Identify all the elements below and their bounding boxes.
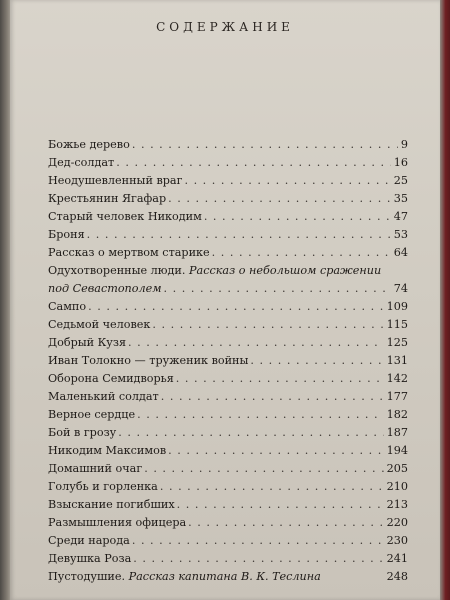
toc-entry[interactable] — [48, 568, 408, 586]
toc-entry-page: 220 — [386, 516, 408, 529]
leader-dots — [116, 154, 391, 172]
toc-entry-title: Божье дерево — [48, 138, 130, 151]
toc-entry-page: 74 — [393, 282, 408, 295]
toc-entry-page: 9 — [400, 138, 408, 151]
toc-entry-page: 115 — [386, 318, 408, 331]
toc-entry[interactable] — [48, 496, 408, 514]
toc-entry[interactable] — [48, 172, 408, 190]
toc-entry[interactable] — [48, 136, 408, 154]
leader-dots — [132, 532, 384, 550]
toc-entry[interactable] — [48, 478, 408, 496]
leader-dots — [161, 388, 384, 406]
toc-entry-page: 213 — [386, 498, 408, 511]
toc-entry-page: 230 — [386, 534, 408, 547]
toc-entry[interactable] — [48, 388, 408, 406]
toc-entry-title: Бой в грозу — [48, 426, 117, 439]
toc-entry-title: Верное сердце — [48, 408, 136, 421]
toc-entry-page: 210 — [386, 480, 408, 493]
leader-dots — [160, 478, 384, 496]
toc-entry[interactable] — [48, 244, 408, 262]
leader-dots — [137, 406, 384, 424]
leader-dots — [184, 172, 390, 190]
toc-entry-line1 — [48, 262, 408, 280]
toc-entry-page: 194 — [386, 444, 408, 457]
toc-entry-title: Оборона Семидворья — [48, 372, 174, 385]
leader-dots — [152, 316, 383, 334]
leader-dots — [168, 190, 391, 208]
toc-entry-title: Рассказ о мертвом старике — [48, 246, 210, 259]
toc-entry-page: 47 — [393, 210, 408, 223]
leader-dots — [177, 496, 384, 514]
toc-entry-title: Крестьянин Ягафар — [48, 192, 167, 205]
leader-dots — [188, 514, 383, 532]
book-cover-edge — [440, 0, 450, 600]
toc-entry[interactable] — [48, 424, 408, 442]
leader-dots — [132, 136, 398, 154]
toc-entry[interactable] — [48, 370, 408, 388]
leader-dots — [212, 244, 391, 262]
toc-entry-title: Одухотворенные люди. — [48, 264, 186, 277]
toc-entry-page: 16 — [393, 156, 408, 169]
toc-entry-page: 125 — [386, 336, 408, 349]
toc-entry[interactable] — [48, 514, 408, 532]
toc-entry-page: 25 — [393, 174, 408, 187]
leader-dots — [176, 370, 384, 388]
leader-dots — [204, 208, 391, 226]
toc-entry[interactable] — [48, 460, 408, 478]
toc-entry-page: 248 — [386, 570, 408, 583]
toc-entry-title: Взыскание погибших — [48, 498, 175, 511]
leader-dots — [168, 442, 384, 460]
toc-entry-title: Девушка Роза — [48, 552, 132, 565]
toc-entry-title: Седьмой человек — [48, 318, 151, 331]
toc-entry-page: 182 — [386, 408, 408, 421]
toc-entry[interactable] — [48, 316, 408, 334]
toc-entry-page: 131 — [386, 354, 408, 367]
toc-entry-title: Иван Толокно — труженик войны — [48, 354, 249, 367]
toc-entry-page: 205 — [386, 462, 408, 475]
toc-entry-page: 64 — [393, 246, 408, 259]
toc-entry-title: Броня — [48, 228, 85, 241]
toc-entry[interactable] — [48, 352, 408, 370]
book-spine-shadow — [0, 0, 10, 600]
toc-entry-page: 142 — [386, 372, 408, 385]
toc-entry-subtitle: Рассказ капитана В. К. Теслина — [128, 570, 321, 583]
toc-entry-title: Добрый Кузя — [48, 336, 127, 349]
toc-entry-title: Пустодушие. — [48, 570, 126, 583]
toc-entry-page: 109 — [386, 300, 408, 313]
toc-entry-page: 241 — [386, 552, 408, 565]
toc-entry[interactable] — [48, 334, 408, 352]
leader-dots — [164, 280, 391, 298]
toc-entry-title: Маленький солдат — [48, 390, 159, 403]
toc-entry[interactable] — [48, 208, 408, 226]
toc-entry-page: 177 — [386, 390, 408, 403]
toc-entry-title: Дед-солдат — [48, 156, 115, 169]
toc-entry[interactable] — [48, 442, 408, 460]
toc-entry-title: Размышления офицера — [48, 516, 187, 529]
toc-entry-title: Старый человек Никодим — [48, 210, 202, 223]
toc-entry-subtitle-cont: под Севастополем — [48, 282, 162, 295]
toc-entry-title: Неодушевленный враг — [48, 174, 183, 187]
toc-entry-subtitle: Рассказ о небольшом сражении — [189, 264, 382, 277]
toc-entry-page: 187 — [386, 426, 408, 439]
leader-dots — [87, 226, 391, 244]
leader-dots — [118, 424, 383, 442]
toc-entry-page: 35 — [393, 192, 408, 205]
toc-entry-line2 — [48, 280, 408, 298]
leader-dots — [144, 460, 383, 478]
leader-dots — [133, 550, 383, 568]
toc-entry-title: Домашний очаг — [48, 462, 143, 475]
leader-dots — [88, 298, 384, 316]
toc-entry-title: Среди народа — [48, 534, 130, 547]
toc-entry-title: Голубь и горленка — [48, 480, 158, 493]
page-title: СОДЕРЖАНИЕ — [156, 20, 294, 34]
toc-entry[interactable] — [48, 190, 408, 208]
toc-entry[interactable] — [48, 262, 408, 298]
toc-entry[interactable] — [48, 550, 408, 568]
table-of-contents — [48, 136, 408, 586]
leader-dots — [128, 334, 384, 352]
toc-entry[interactable] — [48, 532, 408, 550]
toc-entry[interactable] — [48, 226, 408, 244]
toc-entry[interactable] — [48, 298, 408, 316]
toc-entry-title: Сампо — [48, 300, 87, 313]
leader-dots — [250, 352, 383, 370]
toc-entry-title: Никодим Максимов — [48, 444, 167, 457]
toc-entry-line — [48, 568, 381, 586]
toc-entry[interactable] — [48, 406, 408, 424]
toc-entry-page: 53 — [393, 228, 408, 241]
toc-entry[interactable] — [48, 154, 408, 172]
